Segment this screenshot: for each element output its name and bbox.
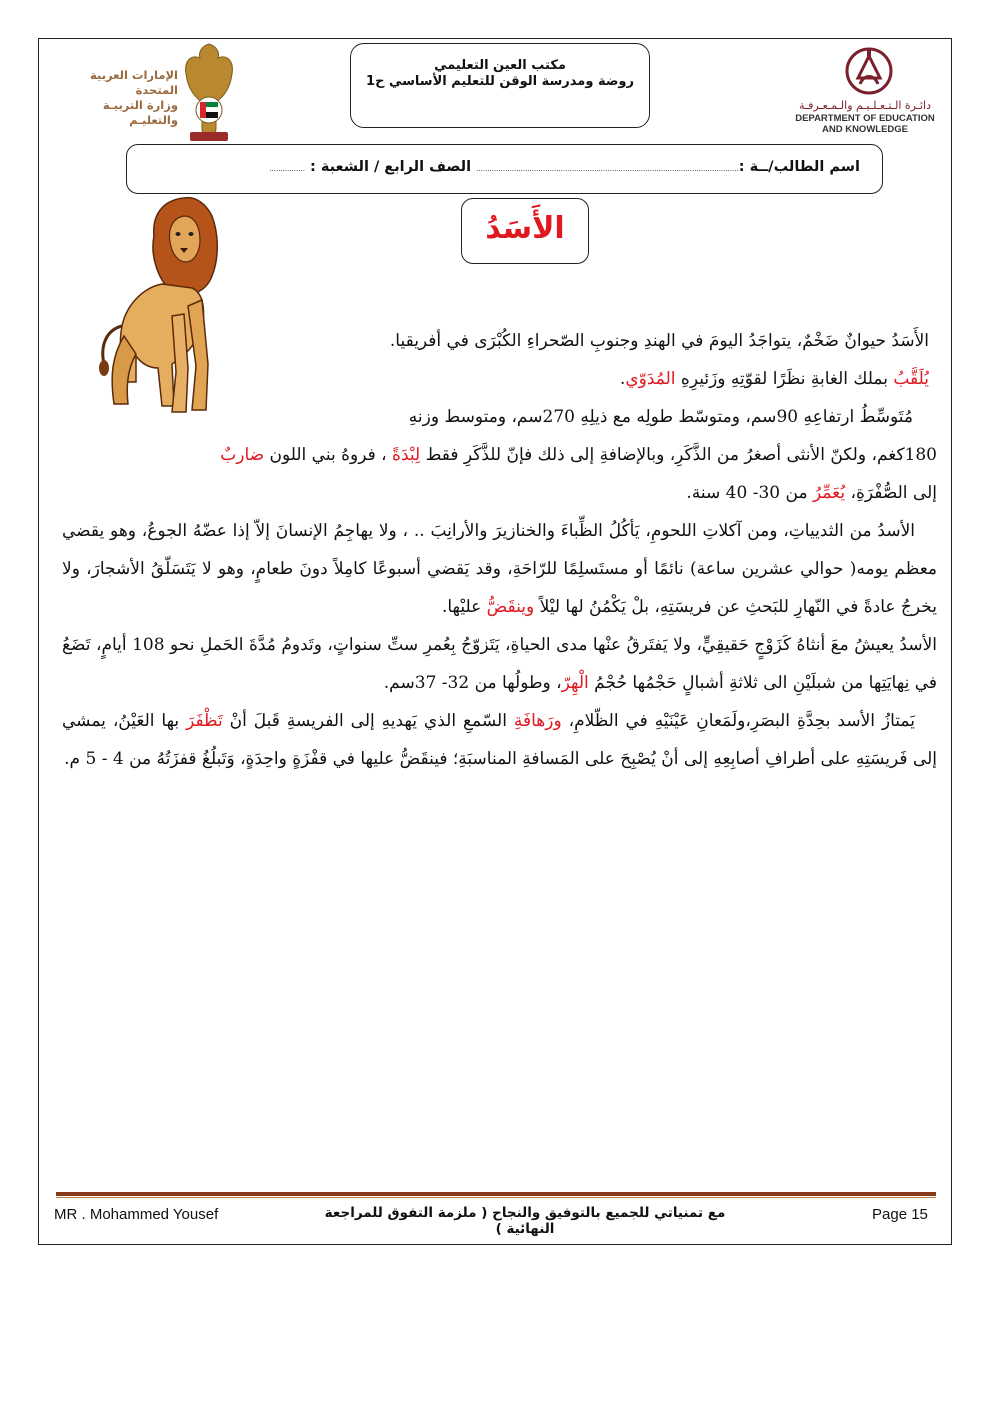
paragraph-2	[62, 360, 937, 398]
uae-ministry-text	[70, 68, 178, 128]
student-name-field[interactable]: ......................................................................................................................	[476, 165, 739, 173]
p2-end: .	[619, 369, 626, 389]
paragraph-7	[62, 626, 937, 702]
uae-emblem-icon	[180, 40, 238, 144]
p2-red-word-2: المُدَوّي	[625, 369, 676, 389]
footer-author: MR . Mohammed Yousef	[54, 1206, 219, 1223]
school-name: روضة ومدرسة الوقن للتعليم الأساسي ح1	[366, 74, 634, 89]
adek-en-line1: DEPARTMENT OF EDUCATION	[795, 113, 935, 124]
p6-end: عليْها.	[441, 597, 487, 617]
paragraph-1	[62, 322, 937, 360]
p6-text: الأسدُ من الثديياتِ، ومن آكلاتِ اللحومِ، يَأكُلُ الظِّباءَ والخنازيرَ والأرانِبَ .. ، ولا يهاجِمُ الإنسانَ إلاّ إذا عضّهُ الجوعُ، وهو يقضي معظم يومه( حوالي عشرين ساعة) نائمًا أو مستَسلِمًا للرّاحَةِ، وقد يَقضي أسبوعًا كامِلاً دونَ طعامٍ، وهو لا يَتَسَلّقُ الأشجارَ، ولا يخرجُ عادةً في النّهارِ للبَحثِ عن فريسَتِهِ، بلْ يَكْمُنُ لها ليْلاً	[62, 521, 937, 617]
paragraph-5	[62, 474, 937, 512]
footer-message: مع تمنياتي للجميع بالتوفيق والنجاح ( ملزمة التفوق للمراجعة النهائية )	[324, 1205, 726, 1237]
p7-end: ، وطولُها من 32- 37سم.	[383, 673, 562, 693]
uae-line1: الإمارات العربية المتحدة	[90, 68, 178, 97]
adek-en-line2: AND KNOWLEDGE	[821, 124, 909, 135]
class-label: الصف الرابع / الشعبة :	[310, 159, 472, 175]
p5-text-a: إلى الصُّفْرَةِ،	[845, 483, 937, 503]
p8-text-c: بها العَيْنُ، يمشي إلى فَريسَتِهِ على أطرافِ أصابِعِهِ إلى أنْ يُصْبِحَ على المَسافةِ المناسبَةِ؛ فينقَضُّ عليها في قفْزَةٍ واحِدَةٍ، وَتَبلُغُ قفزَتُهُ من 4 - 5 م.	[62, 711, 937, 769]
paragraph-4	[62, 436, 937, 474]
p3-text: مُتَوسِّطُ ارتفاعِهِ 90سم، ومتوسّط طولِه مع ذيلِهِ 270سم، ومتوسط وزنهِ	[408, 407, 913, 427]
adek-logo-icon	[840, 44, 898, 98]
p5-red-word: يُعَمِّرُ	[812, 483, 846, 503]
footer-divider	[56, 1192, 936, 1196]
p7-text: الأسدُ يعيشُ معَ أنثاهُ كَزَوْجٍ حَقيقِيٍّ، ولا يَفتَرقُ عنْها مدى الحياةِ، يَتَزوّجُ بِعُمرِ ستِّ سنواتٍ، وتَدومُ مُدَّةَ الحَملِ نحو 108 أيامٍ، تَضَعُ في نِهايَتِها من شبلَيْنِ الى ثلاثةِ أشبالٍ حَجْمُها حُجْمُ	[62, 635, 937, 693]
p8-red-word-2: تَظْفَرَ	[186, 711, 223, 731]
school-office: مكتب العين التعليمي	[434, 58, 566, 73]
p7-red-word: الْهِرّ	[561, 673, 589, 693]
p8-red-word-1: ورَهافَةِ	[513, 711, 562, 731]
class-field[interactable]: ................	[269, 165, 305, 173]
p6-red-word: وينقَضُّ	[486, 597, 535, 617]
student-name-label: اسم الطالب/ــة :	[738, 159, 860, 175]
p8-text-a: يَمتازُ الأسد بحِدَّةِ البصَرِ،ولَمَعانِ عَيْنَيْهِ في الظّلامِ،	[561, 711, 915, 731]
p4-red-word-1: لِبْدَةً	[392, 445, 421, 465]
lesson-title: الأَسَدُ	[461, 198, 589, 264]
footer-divider-thin	[56, 1197, 936, 1198]
p4-text-b: ، فروهُ بني اللون	[264, 445, 393, 465]
p8-text-b: السّمعِ الذي يَهديهِ إلى الفريسةِ قَبلَ أنْ	[222, 711, 514, 731]
p2-red-word-1: يُلَقَّبُ	[893, 369, 929, 389]
adek-arabic-name: دائـرة الـتـعـلـيـم والـمـعـرفـة	[799, 99, 931, 112]
paragraph-8	[62, 702, 937, 778]
p4-red-word-2: ضاربٌ	[220, 445, 265, 465]
uae-line2: وزارة التربيـة والتعليـم	[102, 98, 178, 127]
school-info-box	[350, 43, 650, 128]
article-body	[62, 322, 937, 778]
paragraph-6	[62, 512, 937, 626]
p5-text-b: من 30- 40 سنة.	[686, 483, 813, 503]
footer-page-number: Page 15	[872, 1206, 928, 1223]
paragraph-3	[62, 398, 937, 436]
p4-text-a: 180كغم، ولكنّ الأنثى أصغرُ من الذَّكَرِ، وبالإضافةِ إلى ذلك فإنّ للذَّكَرِ فقط	[420, 445, 937, 465]
p2-text: بملك الغابةِ نظَرًا لقوّتِهِ وزَئيرِهِ	[675, 369, 894, 389]
p1-text: الأَسَدُ حيوانٌ ضَخْمٌ، يتواجَدُ اليومَ في الهندِ وجنوبِ الصّحراءِ الكُبْرَى في أفريقيا.	[389, 331, 929, 351]
adek-english-name	[790, 113, 940, 135]
student-info-box	[126, 144, 883, 194]
